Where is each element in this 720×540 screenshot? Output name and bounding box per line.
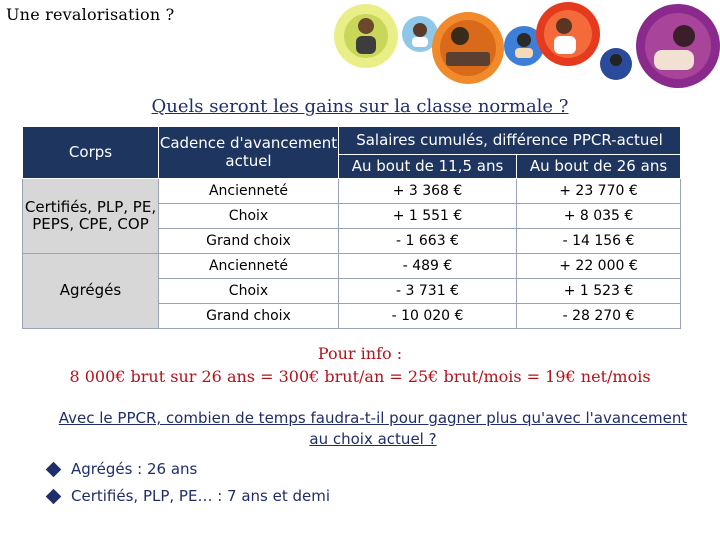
- cadence-cell: Ancienneté: [159, 254, 339, 279]
- list-item-text: Certifiés, PLP, PE… : 7 ans et demi: [71, 487, 331, 505]
- table-row: [23, 254, 681, 279]
- value-11-cell: - 3 731 €: [339, 279, 517, 304]
- info-text: 8 000€ brut sur 26 ans = 300€ brut/an = 25€ brut/mois = 19€ net/mois: [69, 367, 651, 386]
- cadence-cell: Choix: [159, 204, 339, 229]
- list-item: [48, 456, 698, 483]
- header-cadence: Cadence d'avancement actuel: [159, 127, 339, 179]
- photo-circle-6: [600, 48, 632, 80]
- value-26-cell: + 8 035 €: [517, 204, 681, 229]
- header-bout-26: Au bout de 26 ans: [517, 155, 681, 179]
- value-26-cell: - 14 156 €: [517, 229, 681, 254]
- value-11-cell: - 1 663 €: [339, 229, 517, 254]
- value-26-cell: - 28 270 €: [517, 304, 681, 329]
- info-block: [0, 342, 720, 388]
- cadence-cell: Choix: [159, 279, 339, 304]
- gains-table: [22, 126, 681, 329]
- value-11-cell: + 1 551 €: [339, 204, 517, 229]
- value-26-cell: + 1 523 €: [517, 279, 681, 304]
- value-26-cell: + 22 000 €: [517, 254, 681, 279]
- diamond-bullet-icon: [46, 462, 62, 478]
- corps-cell: Agrégés: [23, 254, 159, 329]
- section-question: Quels seront les gains sur la classe normale ?: [151, 96, 569, 117]
- cadence-cell: Ancienneté: [159, 179, 339, 204]
- note-block: [48, 408, 698, 510]
- value-26-cell: + 23 770 €: [517, 179, 681, 204]
- info-label: Pour info :: [317, 344, 403, 363]
- value-11-cell: - 10 020 €: [339, 304, 517, 329]
- header-salaires: Salaires cumulés, différence PPCR-actuel: [339, 127, 681, 155]
- photo-banner: [328, 0, 720, 92]
- list-item: [48, 483, 698, 510]
- header-bout-11: Au bout de 11,5 ans: [339, 155, 517, 179]
- value-11-cell: + 3 368 €: [339, 179, 517, 204]
- photo-circle-5: [536, 2, 600, 66]
- value-11-cell: - 489 €: [339, 254, 517, 279]
- corps-cell: Certifiés, PLP, PE, PEPS, CPE, COP: [23, 179, 159, 254]
- photo-circle-3: [432, 12, 504, 84]
- photo-circle-7: [636, 4, 720, 88]
- cadence-cell: Grand choix: [159, 229, 339, 254]
- cadence-cell: Grand choix: [159, 304, 339, 329]
- table-row: [23, 179, 681, 204]
- photo-circle-1: [334, 4, 398, 68]
- diamond-bullet-icon: [46, 489, 62, 505]
- note-list: [48, 456, 698, 510]
- list-item-text: Agrégés : 26 ans: [71, 460, 198, 478]
- slide-title: Une revalorisation ?: [6, 5, 175, 24]
- note-question: Avec le PPCR, combien de temps faudra-t-il pour gagner plus qu'avec l'avancement au choix actuel ?: [58, 409, 688, 448]
- header-corps: Corps: [23, 127, 159, 179]
